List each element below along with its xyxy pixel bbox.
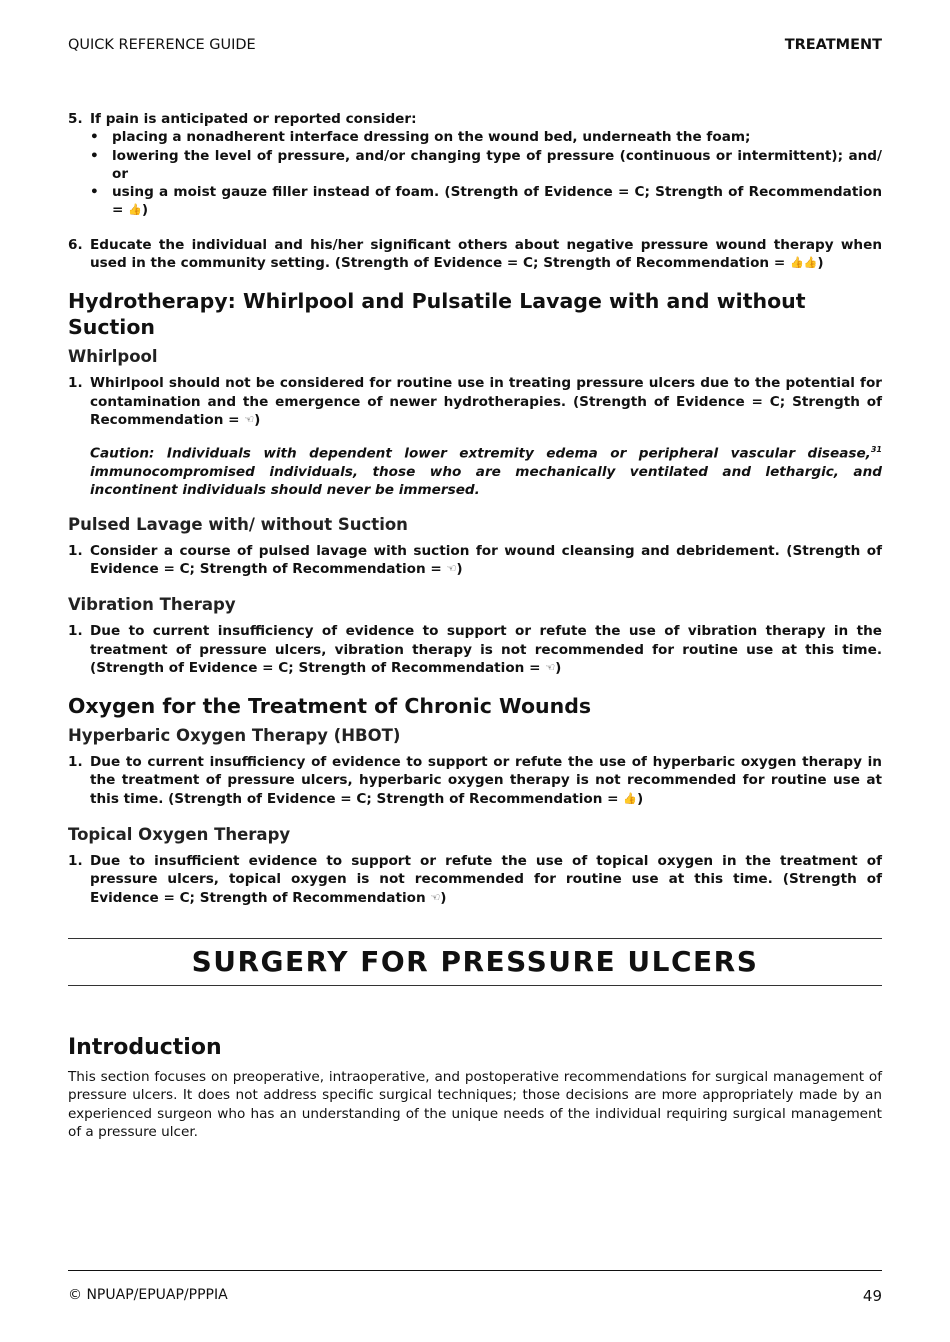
subsection-title-topical-oxygen: Topical Oxygen Therapy xyxy=(68,825,291,845)
list-item xyxy=(68,622,882,677)
item-lead: If pain is anticipated or reported consider: xyxy=(90,111,417,127)
bullet-text: lowering the level of pressure, and/or changing type of pressure (continuous or intermittent); and/ or xyxy=(112,147,882,182)
item-number: 1. xyxy=(68,754,83,771)
caution-note xyxy=(68,441,882,499)
item-number: 1. xyxy=(68,375,83,392)
pointing-hand-icon: ☜ xyxy=(545,660,556,674)
page-number: 49 xyxy=(862,1287,882,1305)
item-end: ) xyxy=(254,411,261,428)
bullet-text: placing a nonadherent interface dressing on the wound bed, underneath the foam; xyxy=(112,129,751,146)
item-number: 1. xyxy=(68,623,83,640)
subsection-title-vibration: Vibration Therapy xyxy=(68,595,236,615)
section-title-oxygen: Oxygen for the Treatment of Chronic Wounds xyxy=(68,694,592,719)
item-text: Educate the individual and his/her significant others about negative pressure wound therapy when used in the community setting. (Strength of Evidence = C; Strength of Recommendation = xyxy=(90,236,882,272)
caution-text-rest: immunocompromised individuals, those who are mechanically ventilated and lethargic, and incontinent individuals should never be immersed. xyxy=(90,464,882,499)
bullet-text: using a moist gauze filler instead of foam. (Strength of Evidence = C; Strength of Recommendation = xyxy=(112,184,882,219)
list-item xyxy=(68,236,882,273)
list-item xyxy=(68,374,882,429)
item-text: Whirlpool should not be considered for routine use in treating pressure ulcers due to the potential for contamination and the emergence of newer hydrotherapies. (Strength of Evidence = C; Strength of Recommendation = xyxy=(90,375,882,428)
list-item xyxy=(68,110,882,220)
thumbs-up-icon: 👍 xyxy=(789,256,804,270)
subsection-title-lavage: Pulsed Lavage with/ without Suction xyxy=(68,514,408,534)
list-item xyxy=(68,542,882,579)
chapter-title: SURGERY FOR PRESSURE ULCERS xyxy=(191,945,759,978)
item-end: ) xyxy=(817,255,824,272)
item-end: ) xyxy=(456,560,463,577)
item-number: 6. xyxy=(68,236,83,253)
chapter-banner xyxy=(68,938,882,986)
pointing-hand-icon: ☜ xyxy=(446,561,457,575)
thumbs-up-icon: 👍 xyxy=(623,791,638,805)
pointing-hand-icon: ☜ xyxy=(244,412,255,426)
bullet-item xyxy=(90,128,882,146)
footer-divider xyxy=(68,1270,882,1271)
pointing-hand-icon: ☜ xyxy=(430,890,441,904)
item-text: Due to current insufficiency of evidence to support or refute the use of hyperbaric oxygen therapy in the treatment of pressure ulcers, hyperbaric oxygen therapy is not recommended for routine use at this time. (Strength of Evidence = C; Strength of Recommendation = xyxy=(90,754,882,807)
hbot-list xyxy=(68,753,882,808)
bullet-icon: • xyxy=(90,129,99,146)
item-text: Due to insufficient evidence to support or refute the use of topical oxygen in the treatment of pressure ulcers, topical oxygen is not recommended for routine use at this time. (Strength of Evidence = C; Strength of Recommendation xyxy=(90,853,882,906)
caution-text: Caution: Individuals with dependent lower extremity edema or peripheral vascular disease, xyxy=(90,445,871,462)
topical-oxygen-list xyxy=(68,852,882,907)
header-section-title: TREATMENT xyxy=(784,37,882,53)
page-footer xyxy=(68,1287,882,1307)
introduction-title: Introduction xyxy=(68,1035,222,1060)
vibration-list xyxy=(68,622,882,677)
item-number: 1. xyxy=(68,542,83,559)
npwt-list xyxy=(68,110,882,272)
list-item xyxy=(68,852,882,907)
bullet-item xyxy=(90,183,882,220)
lavage-list xyxy=(68,542,882,579)
item-end: ) xyxy=(637,790,644,807)
bullet-icon: • xyxy=(90,147,99,164)
item-number: 1. xyxy=(68,853,83,870)
bullet-list xyxy=(90,128,882,219)
subsection-title-hbot: Hyperbaric Oxygen Therapy (HBOT) xyxy=(68,726,401,746)
item-text: Due to current insufficiency of evidence to support or refute the use of vibration therapy in the treatment of pressure ulcers, vibration therapy is not recommended for routine use at this time. (Strength of Evidence = C; Strength of Recommendation = xyxy=(90,623,882,676)
item-number: 5. xyxy=(68,111,83,127)
item-text: Consider a course of pulsed lavage with suction for wound cleansing and debridement. (Strength of Evidence = C; Strength of Recommendation = xyxy=(90,542,882,577)
whirlpool-list xyxy=(68,374,882,429)
bullet-item xyxy=(90,147,882,184)
list-item xyxy=(68,753,882,808)
page-header xyxy=(68,37,882,57)
item-end: ) xyxy=(440,889,447,906)
introduction-section xyxy=(68,1034,882,1141)
thumbs-up-icon: 👍 xyxy=(803,256,818,270)
subsection-title-whirlpool: Whirlpool xyxy=(68,347,158,367)
section-title-hydrotherapy: Hydrotherapy: Whirlpool and Pulsatile Lavage with and without Suction xyxy=(68,289,806,340)
bullet-end: ) xyxy=(141,202,149,219)
item-end: ) xyxy=(555,659,562,676)
header-guide-title: QUICK REFERENCE GUIDE xyxy=(68,37,256,53)
reference-number: 31 xyxy=(870,445,882,455)
bullet-icon: • xyxy=(90,184,99,201)
copyright-notice: © NPUAP/EPUAP/PPPIA xyxy=(68,1287,228,1303)
main-content xyxy=(68,110,882,923)
thumbs-up-icon: 👍 xyxy=(128,203,142,217)
introduction-paragraph: This section focuses on preoperative, intraoperative, and postoperative recommendations for surgical management of pressure ulcers. It does not address specific surgical techniques; those decisions are more appropriately made by an experienced surgeon who has an understanding of the unique needs of the individual requiring surgical management of a pressure ulcer. xyxy=(68,1069,882,1140)
